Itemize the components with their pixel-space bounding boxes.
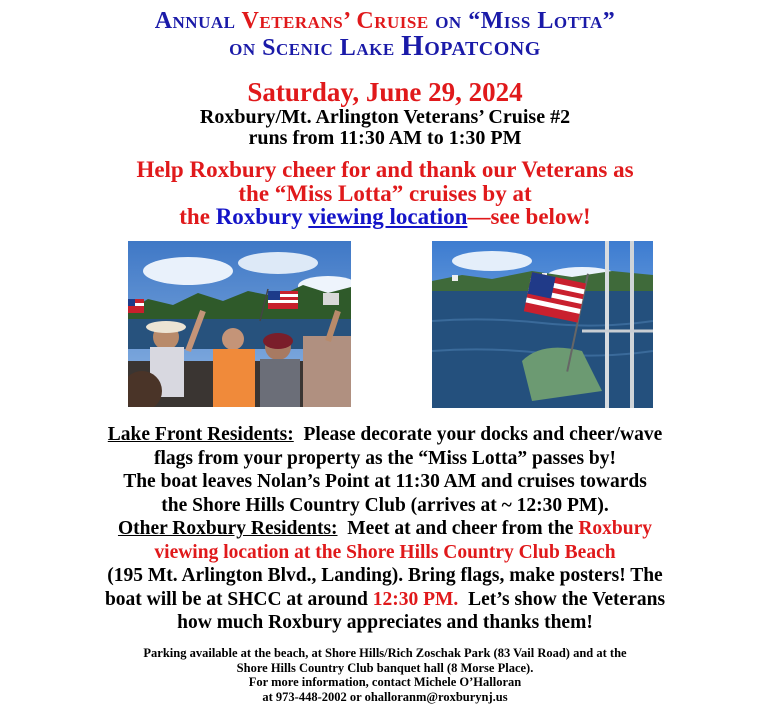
fine-line-3: For more information, contact Michele O’Halloran [248, 675, 522, 689]
flag-boat-image [432, 241, 653, 408]
title-line-2 [0, 30, 770, 62]
help-the: the [179, 204, 210, 229]
help-see-below: —see below! [467, 204, 591, 229]
other-line-5: how much Roxbury appreciates and thanks them! [177, 612, 593, 633]
other-line-4 [0, 588, 770, 612]
subtitle-line-1: Roxbury/Mt. Arlington Veterans’ Cruise #2 [199, 106, 571, 128]
veterans-boat-photo [128, 241, 351, 407]
fine-line-4: at 973-448-2002 or ohalloranm@roxburynj.us [262, 689, 508, 704]
title-veterans-cruise: Veterans’ Cruise [241, 8, 429, 34]
lake-front-line-2: flags from your property as the “Miss Lotta” passes by! [153, 447, 617, 469]
fine-print [0, 646, 770, 704]
help-message [0, 158, 770, 229]
title-on: on [435, 8, 462, 34]
fine-line-1: Parking available at the beach, at Shore Hills/Rich Zoschak Park (83 Vail Road) and at the [143, 646, 627, 660]
cruise-subtitle [0, 107, 770, 149]
flag-boat-photo [432, 241, 653, 408]
details-section [0, 423, 770, 635]
other-roxbury: Roxbury [578, 518, 653, 539]
lake-front-label: Lake Front Residents: [107, 424, 294, 445]
other-text-4a: boat will be at SHCC at around [104, 588, 368, 610]
help-line-1: Help Roxbury cheer for and thank our Veterans as [136, 157, 634, 182]
lake-front-line-1 [0, 423, 770, 447]
event-date: Saturday, June 29, 2024 [247, 77, 523, 107]
help-line-3 [0, 205, 770, 229]
lake-front-line-4: the Shore Hills Country Club (arrives at ~ 12:30 PM). [161, 494, 609, 516]
title-miss-lotta: “Miss Lotta” [468, 8, 616, 34]
flyer-title [0, 9, 770, 61]
title-line-1 [0, 9, 770, 34]
other-line-2: viewing location at the Shore Hills Country Club Beach [154, 541, 616, 563]
help-line-2: the “Miss Lotta” cruises by at [238, 180, 532, 206]
title-on-scenic-lake: on Scenic Lake [229, 35, 395, 61]
other-text-1: Meet at and cheer from the [347, 518, 574, 539]
arrival-time: 12:30 PM. [372, 588, 459, 610]
lake-front-text-1: Please decorate your docks and cheer/wave [303, 424, 663, 445]
fine-line-2: Shore Hills Country Club banquet hall (8 Morse Place). [236, 660, 534, 675]
other-line-3: (195 Mt. Arlington Blvd., Landing). Bring flags, make posters! The [107, 565, 663, 586]
other-text-4b: Let’s show the Veterans [468, 588, 666, 610]
other-line-1 [0, 517, 770, 541]
help-roxbury: Roxbury [215, 204, 303, 229]
other-label: Other Roxbury Residents: [117, 518, 338, 539]
subtitle-line-2: runs from 11:30 AM to 1:30 PM [248, 127, 522, 149]
lake-front-line-3: The boat leaves Nolan’s Point at 11:30 AM and cruises towards [123, 471, 647, 492]
viewing-location-link[interactable]: viewing location [308, 204, 468, 229]
title-hopatcong: Hopatcong [401, 30, 541, 62]
veterans-boat-image [128, 241, 351, 407]
title-annual: Annual [154, 8, 236, 34]
